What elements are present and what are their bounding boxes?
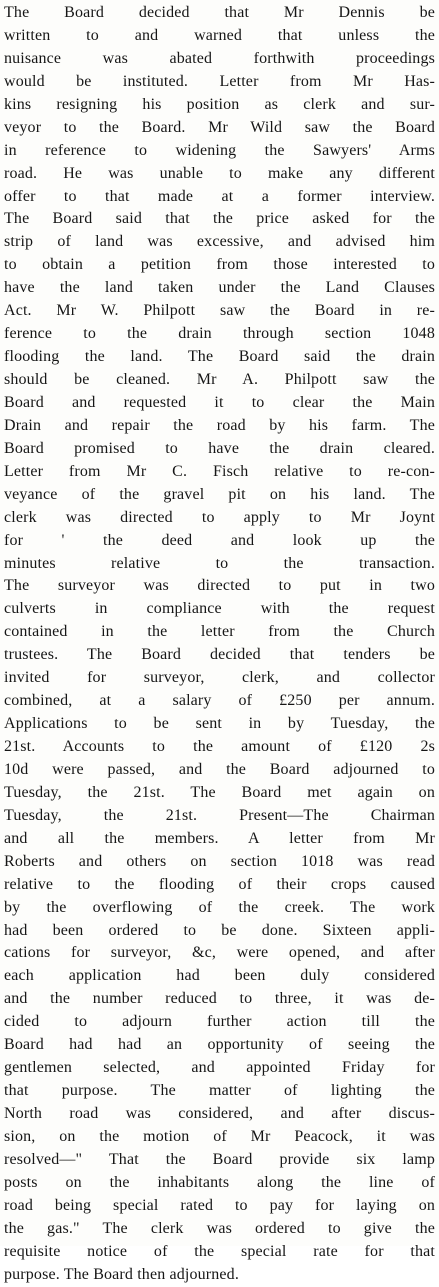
article-line: Tuesday, the 21st. The Board met again on (4, 783, 435, 801)
article-line: written to and warned that unless the (4, 26, 435, 44)
article-line: would be instituted. Letter from Mr Has- (4, 72, 435, 90)
article-line: the gas." The clerk was ordered to give the (4, 1219, 435, 1237)
article-line: veyor to the Board. Mr Wild saw the Board (4, 118, 435, 136)
article-line: for ' the deed and look up the (4, 531, 435, 549)
article-line: sion, on the motion of Mr Peacock, it was (4, 1127, 435, 1145)
article-line: veyance of the gravel pit on his land. The (4, 485, 435, 503)
article-line: have the land taken under the Land Clauses (4, 279, 435, 297)
article-line: should be cleaned. Mr A. Philpott saw the (4, 371, 435, 388)
article-line: each application had been duly considered (4, 967, 435, 985)
article-line: minutes relative to the transaction. (4, 554, 435, 572)
article-line: by the overflowing of the creek. The work (4, 898, 435, 916)
article-line: relative to the flooding of their crops caused (4, 875, 435, 893)
article-line: contained in the letter from the Church (4, 623, 435, 641)
article-line: to obtain a petition from those interested to (4, 256, 435, 274)
article-line: 21st. Accounts to the amount of £120 2s (4, 738, 435, 755)
article-line: The surveyor was directed to put in two (4, 577, 435, 595)
article-line: invited for surveyor, clerk, and collector (4, 669, 435, 687)
article-line: Board promised to have the drain cleared. (4, 439, 435, 457)
article-line: cations for surveyor, &c, were opened, and after (4, 944, 435, 962)
article-line: trustees. The Board decided that tenders be (4, 646, 435, 664)
article-line: ference to the drain through section 1048 (4, 325, 435, 343)
article-line: and all the members. A letter from Mr (4, 829, 435, 847)
article-line: strip of land was excessive, and advised him (4, 233, 435, 251)
article-line: Act. Mr W. Philpott saw the Board in re- (4, 302, 435, 320)
article-line: purpose. The Board then adjourned. (4, 1265, 239, 1283)
article-line: requisite notice of the special rate for that (4, 1242, 435, 1260)
article-line: road. He was unable to make any different (4, 164, 435, 182)
article-line: cided to adjourn further action till the (4, 1013, 435, 1031)
article-line: Drain and repair the road by his farm. The (4, 416, 435, 434)
article-line: 10d were passed, and the Board adjourned to (4, 760, 435, 778)
article-line: gentlemen selected, and appointed Friday for (4, 1059, 435, 1077)
article-line: nuisance was abated forthwith proceedings (4, 49, 435, 67)
article-line: posts on the inhabitants along the line of (4, 1173, 435, 1191)
article-line: Roberts and others on section 1018 was read (4, 852, 435, 870)
article-line: Board had had an opportunity of seeing the (4, 1036, 435, 1054)
article-line: that purpose. The matter of lighting the (4, 1082, 435, 1100)
article-line: The Board decided that Mr Dennis be (4, 4, 435, 21)
article-line: and the number reduced to three, it was de- (4, 990, 435, 1008)
article-line: in reference to widening the Sawyers' Arms (4, 141, 435, 159)
article-line: Letter from Mr C. Fisch relative to re-con- (4, 462, 435, 480)
article-line: Board and requested it to clear the Main (4, 393, 435, 411)
article-line: had been ordered to be done. Sixteen appli- (4, 921, 435, 939)
article-line: kins resigning his position as clerk and sur- (4, 95, 435, 113)
article-line: combined, at a salary of £250 per annum. (4, 692, 435, 710)
article-line: road being special rated to pay for laying on (4, 1196, 435, 1214)
article-line: clerk was directed to apply to Mr Joynt (4, 508, 435, 526)
article-line: flooding the land. The Board said the drain (4, 348, 435, 366)
article-line: offer to that made at a former interview. (4, 187, 435, 205)
article-line: Applications to be sent in by Tuesday, the (4, 715, 435, 733)
article-column (4, 2, 435, 1283)
article-line: Tuesday, the 21st. Present—The Chairman (4, 806, 435, 824)
article-line: resolved—" That the Board provide six lamp (4, 1150, 435, 1168)
article-line: The Board said that the price asked for the (4, 210, 435, 228)
article-line: North road was considered, and after discus- (4, 1105, 435, 1122)
article-line: culverts in compliance with the request (4, 600, 435, 618)
